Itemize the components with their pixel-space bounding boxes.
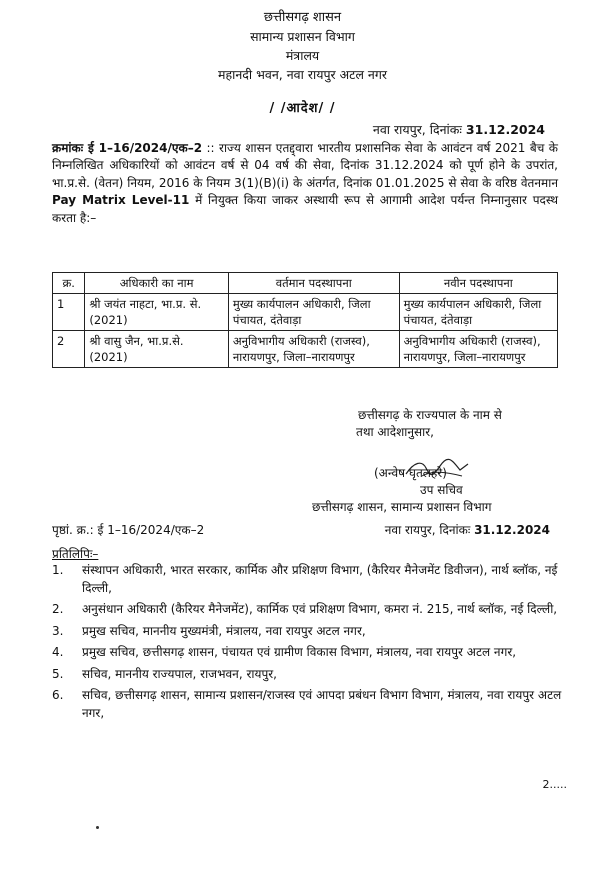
authority-line-2: तथा आदेशानुसार, [356, 425, 434, 439]
list-number: 6. [52, 688, 64, 702]
col-header-name: अधिकारी का नाम [85, 273, 228, 294]
order-text-1: :: राज्य शासन एतद्द्वारा भारतीय प्रशासनिक सेवा के आवंटन वर्ष 2021 बैच के निम्नलिखित अधिकारियों को आवंटन वर्ष से 04 वर्ष की सेवा, दिनांक 31.12.2024 को पूर्ण होने के उपरांत, भा.प्र.से. (वेतन) नियम, 2016 के नियम 3(1)(B)(i) के अंतर्गत, दिनांक 01.01.2025 से सेवा के वरिष्ठ वेतनमान [52, 141, 558, 190]
scan-dot [96, 826, 99, 829]
list-number: 1. [52, 563, 64, 577]
office-address: महानदी भवन, नवा रायपुर अटल नगर [217, 67, 388, 82]
table-row [53, 331, 558, 368]
list-item [52, 623, 562, 641]
list-item [52, 687, 562, 722]
list-item [52, 562, 562, 597]
department-name: सामान्य प्रशासन विभाग [250, 29, 355, 44]
current-posting: अनुविभागीय अधिकारी (राजस्व), नारायणपुर, जिला–नारायणपुर [228, 331, 399, 368]
order-place: नवा रायपुर, दिनांकः [372, 122, 462, 137]
col-header-no: क्र. [53, 273, 85, 294]
order-ref: क्रमांकः ई 1–16/2024/एक–2 [52, 141, 203, 155]
list-number: 2. [52, 602, 64, 616]
list-number: 3. [52, 623, 64, 638]
signatory-block [0, 465, 605, 516]
list-text: सचिव, छत्तीसगढ़ शासन, सामान्य प्रशासन/राजस्व एवं आपदा प्रबंधन विभाग विभाग, मंत्रालय, नवा रायपुर अटल नगर, [82, 688, 562, 720]
new-posting: मुख्य कार्यपालन अधिकारी, जिला पंचायत, दंतेवाड़ा [399, 294, 557, 331]
row-no: 2 [53, 331, 85, 368]
list-item [52, 601, 562, 619]
authority-line: छत्तीसगढ़ के राज्यपाल के नाम से [358, 408, 502, 422]
row-no: 1 [53, 294, 85, 331]
endorsement-place: नवा रायपुर, दिनांकः [384, 523, 471, 537]
order-date: 31.12.2024 [465, 122, 545, 137]
endorsement-date-line [385, 521, 550, 538]
posting-table [52, 272, 558, 368]
signatory-designation: उप सचिव [420, 483, 463, 497]
col-header-new: नवीन पदस्थापना [399, 273, 557, 294]
ministry-name: मंत्रालय [285, 48, 320, 63]
list-text: प्रमुख सचिव, माननीय मुख्यमंत्री, मंत्रालय, नवा रायपुर अटल नगर, [82, 623, 366, 638]
table-row [53, 294, 558, 331]
order-text-2: में नियुक्त किया जाकर अस्थायी रूप से आगामी आदेश पर्यन्त निम्नानुसार पदस्थ करता है:– [52, 193, 559, 225]
endorsement-line [52, 521, 558, 538]
endorsement-ref: पृष्ठां. क्र.: ई 1–16/2024/एक–2 [52, 523, 205, 537]
order-date-line [373, 121, 545, 138]
order-body [52, 140, 558, 227]
new-posting: अनुविभागीय अधिकारी (राजस्व), नारायणपुर, जिला–नारायणपुर [399, 331, 557, 368]
endorsement-date: 31.12.2024 [474, 523, 550, 537]
col-header-current: वर्तमान पदस्थापना [228, 273, 399, 294]
officer-name: श्री जयंत नाहटा, भा.प्र. से. (2021) [85, 294, 228, 331]
list-item [52, 644, 562, 662]
list-text: प्रमुख सचिव, छत्तीसगढ़ शासन, पंचायत एवं ग्रामीण विकास विभाग, मंत्रालय, नवा रायपुर अटल नगर, [82, 645, 517, 659]
list-text: अनुसंधान अधिकारी (कैरियर मैनेजमेंट), कार्मिक एवं प्रशिक्षण विभाग, कमरा नं. 215, नार्थ ब्लॉक, नई दिल्ली, [82, 602, 558, 616]
order-title: / /आदेश/ / [269, 101, 336, 116]
current-posting: मुख्य कार्यपालन अधिकारी, जिला पंचायत, दंतेवाड़ा [228, 294, 399, 331]
govt-name: छत्तीसगढ़ शासन [263, 10, 342, 25]
officer-name: श्री वासु जैन, भा.प्र.से. (2021) [85, 331, 228, 368]
list-number: 4. [52, 645, 64, 659]
signatory-department: छत्तीसगढ़ शासन, सामान्य प्रशासन विभाग [312, 500, 492, 514]
list-text: सचिव, माननीय राज्यपाल, राजभवन, रायपुर, [82, 666, 277, 681]
cc-title: प्रतिलिपिः– [52, 547, 99, 561]
letterhead [0, 8, 605, 84]
list-number: 5. [52, 666, 64, 681]
pay-matrix: Pay Matrix Level-11 [52, 193, 190, 208]
signatory-name: (अन्वेष घृतलहरे) [374, 466, 447, 480]
cc-list [52, 562, 562, 726]
table-header-row [53, 273, 558, 294]
signature-block [0, 407, 605, 441]
list-item [52, 666, 562, 684]
list-text: संस्थापन अधिकारी, भारत सरकार, कार्मिक और प्रशिक्षण विभाग, (कैरियर मैनेजमेंट डिवीजन), नार्थ ब्लॉक, नई दिल्ली, [82, 563, 558, 595]
page-number: 2..... [542, 778, 567, 791]
